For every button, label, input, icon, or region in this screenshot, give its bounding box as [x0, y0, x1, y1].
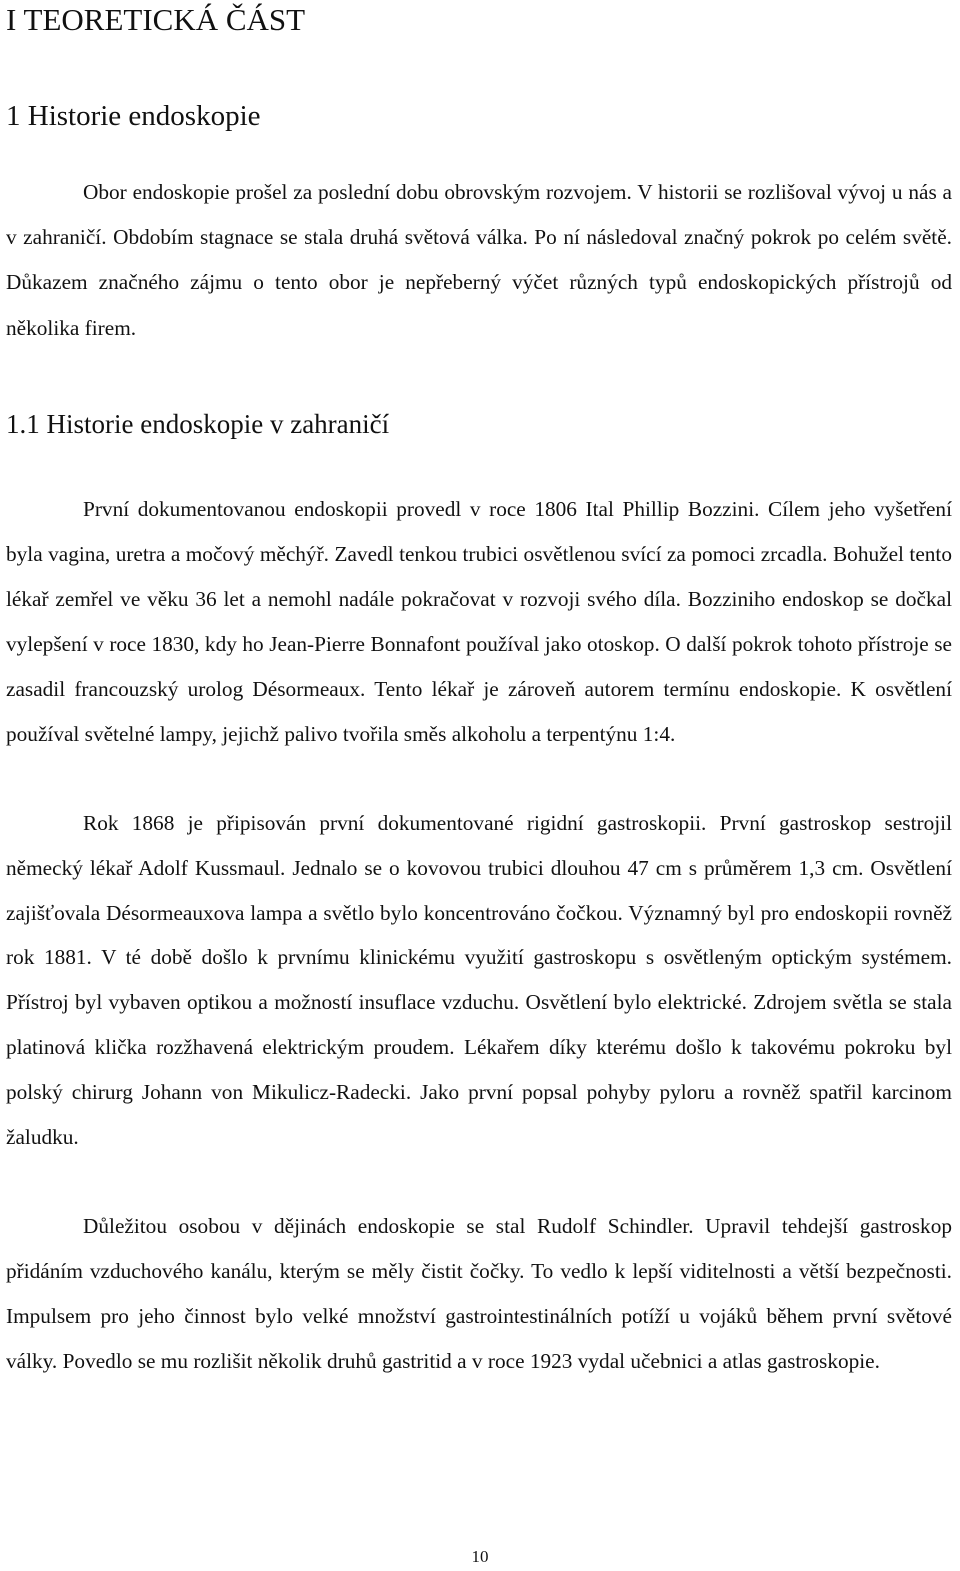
chapter-heading: 1 Historie endoskopie	[6, 100, 261, 132]
intro-paragraph: Obor endoskopie prošel za poslední dobu obrovským rozvojem. V historii se rozlišoval vývoj u nás a v zahraničí. Obdobím stagnace se stala druhá světová válka. Po ní následoval značný pokrok po celém světě. Důkazem značného zájmu o tento obor je nepřeberný výčet různých typů endoskopických přístrojů od několika firem.	[6, 180, 952, 340]
paragraph-kussmaul: Rok 1868 je připisován první dokumentované rigidní gastroskopii. První gastroskop sestrojil německý lékař Adolf Kussmaul. Jednalo se o kovovou trubici dlouhou 47 cm s průměrem 1,3 cm. Osvětlení zajišťovala Désormeauxova lampa a světlo bylo koncentrováno čočkou. Významný byl pro endoskopii rovněž rok 1881. V té době došlo k prvnímu klinickému využití gastroskopu s osvětleným optickým systémem. Přístroj byl vybaven optikou a možností insuflace vzduchu. Osvětlení bylo elektrické. Zdrojem světla se stala platinová klička rozžhavená elektrickým proudem. Lékařem díky kterému došlo k takovému pokroku byl polský chirurg Johann von Mikulicz-Radecki. Jako první popsal pohyby pyloru a rovněž spatřil karcinom žaludku.	[6, 811, 952, 1149]
paragraph-schindler: Důležitou osobou v dějinách endoskopie se stal Rudolf Schindler. Upravil tehdejší gastroskop přidáním vzduchového kanálu, kterým se měly čistit čočky. To vedlo k lepší viditelnosti a větší bezpečnosti. Impulsem pro jeho činnost bylo velké množství gastrointestinálních potíží u vojáků během první světové války. Povedlo se mu rozlišit několik druhů gastritid a v roce 1923 vydal učebnici a atlas gastroskopie.	[6, 1214, 952, 1373]
page-number: 10	[471, 1547, 489, 1566]
part-heading: I TEORETICKÁ ČÁST	[6, 2, 306, 37]
section-heading: 1.1 Historie endoskopie v zahraničí	[6, 409, 390, 439]
paragraph-bozzini: První dokumentovanou endoskopii provedl v roce 1806 Ital Phillip Bozzini. Cílem jeho vyšetření byla vagina, uretra a močový měchýř. Zavedl tenkou trubici osvětlenou svící za pomoci zrcadla. Bohužel tento lékař zemřel ve věku 36 let a nemohl nadále pokračovat v rozvoji svého díla. Bozziniho endoskop se dočkal vylepšení v roce 1830, kdy ho Jean-Pierre Bonnafont používal jako otoskop. O další pokrok tohoto přístroje se zasadil francouzský urolog Désormeaux. Tento lékař je zároveň autorem termínu endoskopie. K osvětlení používal světelné lampy, jejichž palivo tvořila směs alkoholu a terpentýnu 1:4.	[6, 497, 952, 746]
